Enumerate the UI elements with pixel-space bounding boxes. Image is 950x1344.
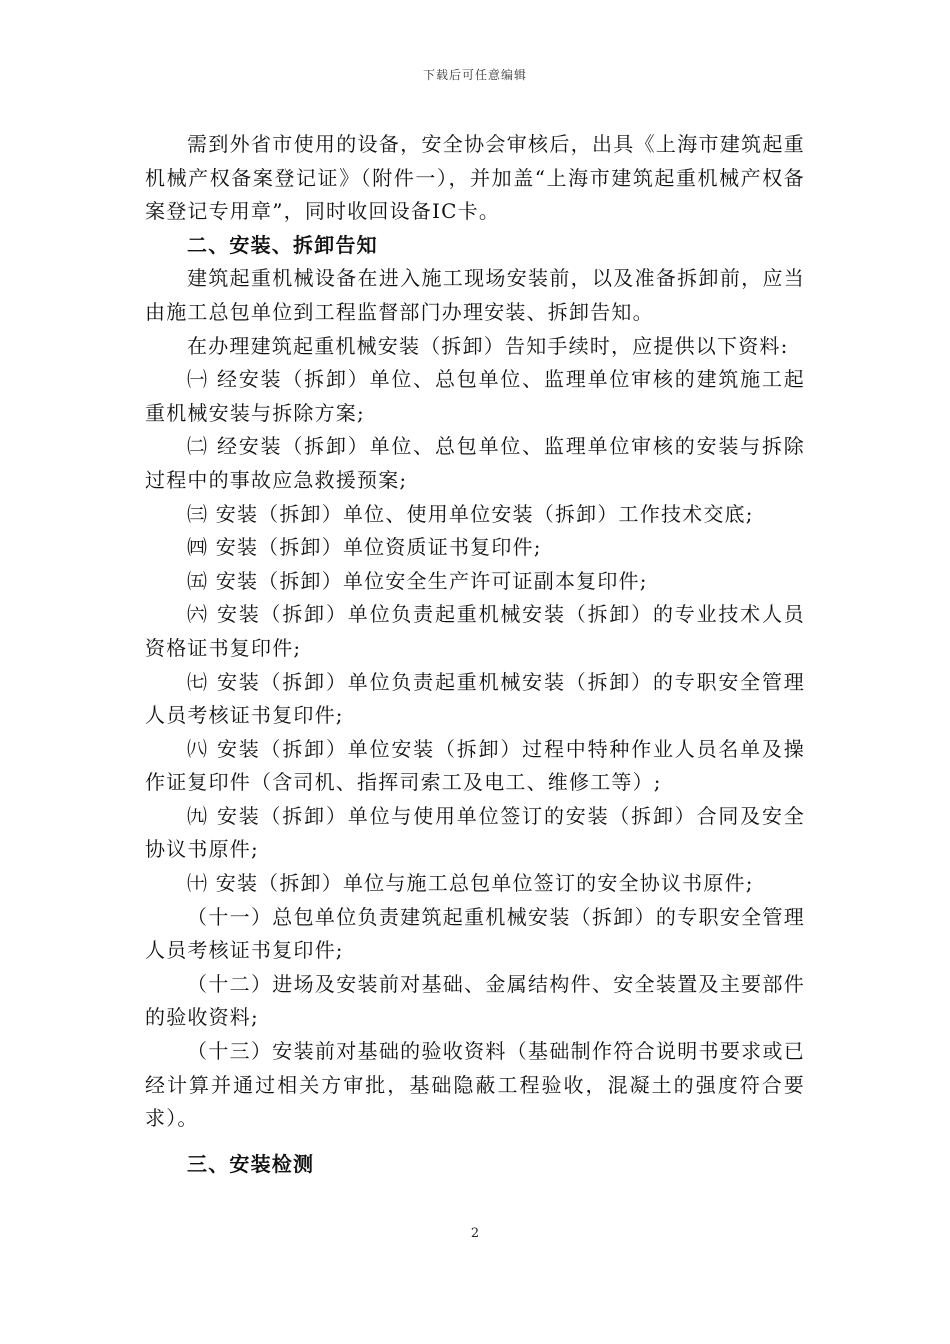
document-body xyxy=(145,128,805,1181)
list-item-8: ㈧ 安装（拆卸）单位安装（拆卸）过程中特种作业人员名单及操作证复印件（含司机、指挥司索工及电工、维修工等）; xyxy=(145,736,805,795)
list-item-7: ㈦ 安装（拆卸）单位负责起重机械安装（拆卸）的专职安全管理人员考核证书复印件; xyxy=(145,669,805,728)
list-item-6: ㈥ 安装（拆卸）单位负责起重机械安装（拆卸）的专业技术人员资格证书复印件; xyxy=(145,602,805,660)
section-heading-install-dismantle-notice: 二、安装、拆卸告知 xyxy=(187,232,378,257)
list-item-4: ㈣ 安装（拆卸）单位资质证书复印件; xyxy=(187,535,542,560)
section-heading-installation-inspection: 三、安装检测 xyxy=(187,1151,315,1176)
list-item-3: ㈢ 安装（拆卸）单位、使用单位安装（拆卸）工作技术交底; xyxy=(187,501,754,526)
list-item-13: （十三）安装前对基础的验收资料（基础制作符合说明书要求或已经计算并通过相关方审批，基础隐蔽工程验收，混凝土的强度符合要求）。 xyxy=(145,1039,805,1131)
paragraph-notice-requirement: 建筑起重机械设备在进入施工现场安装前，以及准备拆卸前，应当由施工总包单位到工程监督部门办理安装、拆卸告知。 xyxy=(145,266,805,324)
list-item-11: （十一）总包单位负责建筑起重机械安装（拆卸）的专职安全管理人员考核证书复印件; xyxy=(145,904,805,963)
paragraph-materials-intro: 在办理建筑起重机械安装（拆卸）告知手续时，应提供以下资料: xyxy=(187,333,789,358)
page-number: 2 xyxy=(470,1226,480,1241)
page-header-note: 下载后可任意编辑 xyxy=(422,68,527,82)
list-item-1: ㈠ 经安装（拆卸）单位、总包单位、监理单位审核的建筑施工起重机械安装与拆除方案; xyxy=(145,367,805,425)
list-item-2: ㈡ 经安装（拆卸）单位、总包单位、监理单位审核的安装与拆除过程中的事故应急救援预案; xyxy=(145,434,805,492)
list-item-10: ㈩ 安装（拆卸）单位与施工总包单位签订的安全协议书原件; xyxy=(187,871,754,896)
list-item-12: （十二）进场及安装前对基础、金属结构件、安全装置及主要部件的验收资料; xyxy=(145,971,805,1030)
list-item-9: ㈨ 安装（拆卸）单位与使用单位签订的安装（拆卸）合同及安全协议书原件; xyxy=(145,803,805,862)
list-item-5: ㈤ 安装（拆卸）单位安全生产许可证副本复印件; xyxy=(187,568,648,593)
paragraph-equipment-out-of-province: 需到外省市使用的设备，安全协会审核后，出具《上海市建筑起重机械产权备案登记证》（附件一），并加盖“上海市建筑起重机械产权备案登记专用章”，同时收回设备IC卡。 xyxy=(145,132,805,224)
